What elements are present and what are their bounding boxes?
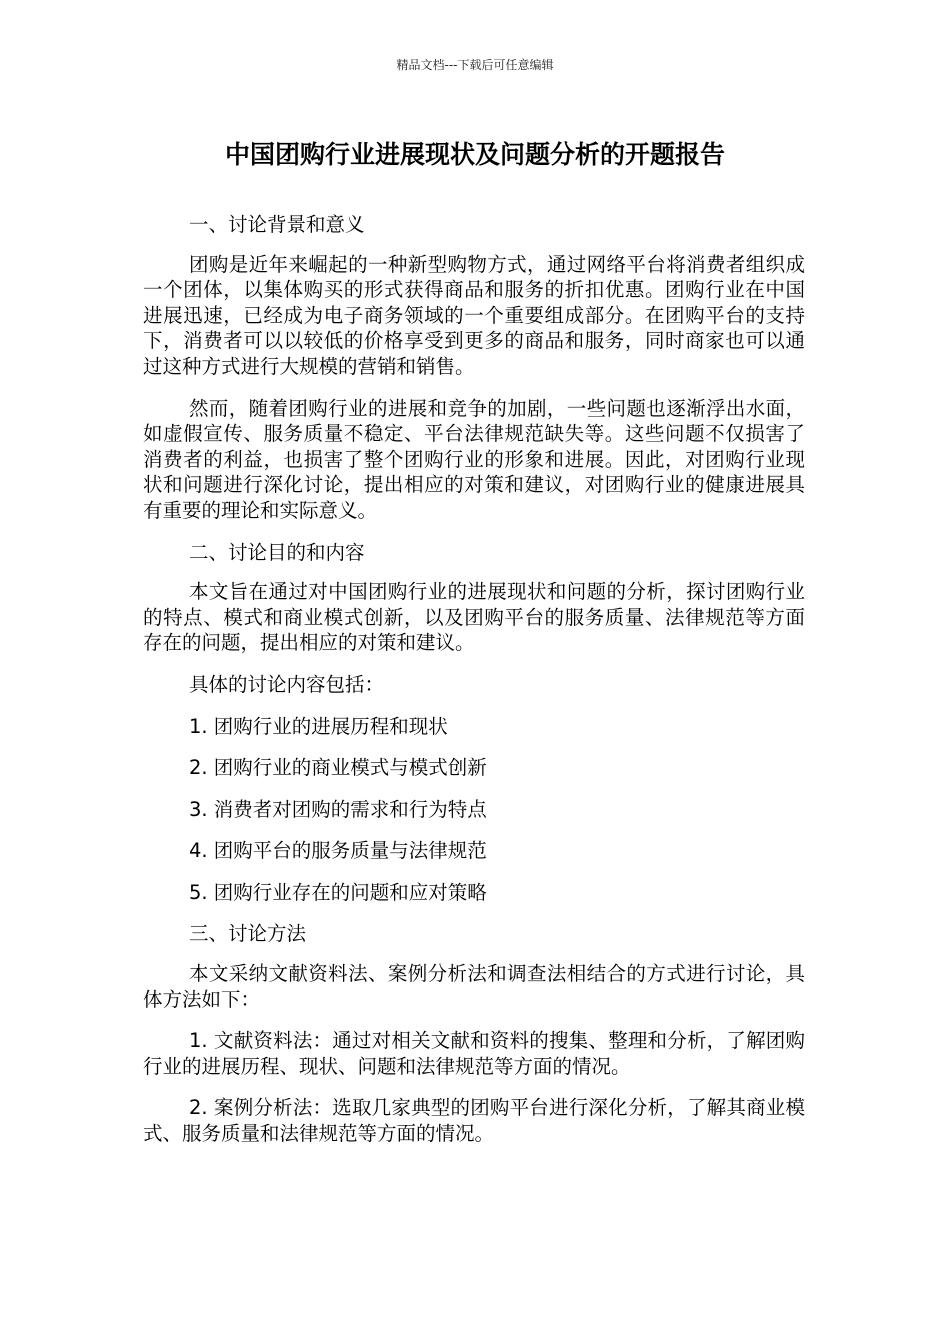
- section-heading-background: 一、讨论背景和意义: [189, 213, 365, 236]
- list-item: 2. 团购行业的商业模式与模式创新: [189, 756, 487, 780]
- list-item: 4. 团购平台的服务质量与法律规范: [189, 839, 487, 863]
- paragraph-method-intro: 本文采纳文献资料法、案例分析法和调查法相结合的方式进行讨论，具体方法如下：: [143, 962, 805, 1011]
- paragraph-method-case: 2. 案例分析法：选取几家典型的团购平台进行深化分析，了解其商业模式、服务质量和法律规范等方面的情况。: [143, 1096, 805, 1146]
- list-item: 5. 团购行业存在的问题和应对策略: [189, 880, 487, 904]
- document-title: 中国团购行业进展现状及问题分析的开题报告: [224, 140, 725, 169]
- paragraph-purpose-1: 本文旨在通过对中国团购行业的进展现状和问题的分析，探讨团购行业的特点、模式和商业模式创新，以及团购平台的服务质量、法律规范等方面存在的问题，提出相应的对策和建议。: [143, 580, 805, 655]
- section-heading-purpose: 二、讨论目的和内容: [189, 540, 365, 564]
- paragraph-purpose-2: 具体的讨论内容包括：: [189, 672, 385, 696]
- paragraph-background-2: 然而，随着团购行业的进展和竞争的加剧，一些问题也逐渐浮出水面，如虚假宣传、服务质量不稳定、平台法律规范缺失等。这些问题不仅损害了消费者的利益，也损害了整个团购行业的形象和进展。因此，对团购行业现状和问题进行深化讨论，提出相应的对策和建议，对团购行业的健康进展具有重要的理论和实际意义。: [143, 396, 805, 522]
- header-note: 精品文档---下载后可任意编辑: [396, 58, 554, 72]
- document-body: [143, 212, 805, 1163]
- list-item: 1. 团购行业的进展历程和现状: [189, 714, 448, 738]
- paragraph-background-1: 团购是近年来崛起的一种新型购物方式，通过网络平台将消费者组织成一个团体，以集体购买的形式获得商品和服务的折扣优惠。团购行业在中国进展迅速，已经成为电子商务领域的一个重要组成部分。在团购平台的支持下，消费者可以以较低的价格享受到更多的商品和服务，同时商家也可以通过这种方式进行大规模的营销和销售。: [143, 252, 805, 378]
- list-item: 3. 消费者对团购的需求和行为特点: [189, 797, 487, 821]
- paragraph-method-literature: 1. 文献资料法：通过对相关文献和资料的搜集、整理和分析，了解团购行业的进展历程、现状、问题和法律规范等方面的情况。: [143, 1029, 805, 1078]
- section-heading-method: 三、讨论方法: [189, 922, 307, 946]
